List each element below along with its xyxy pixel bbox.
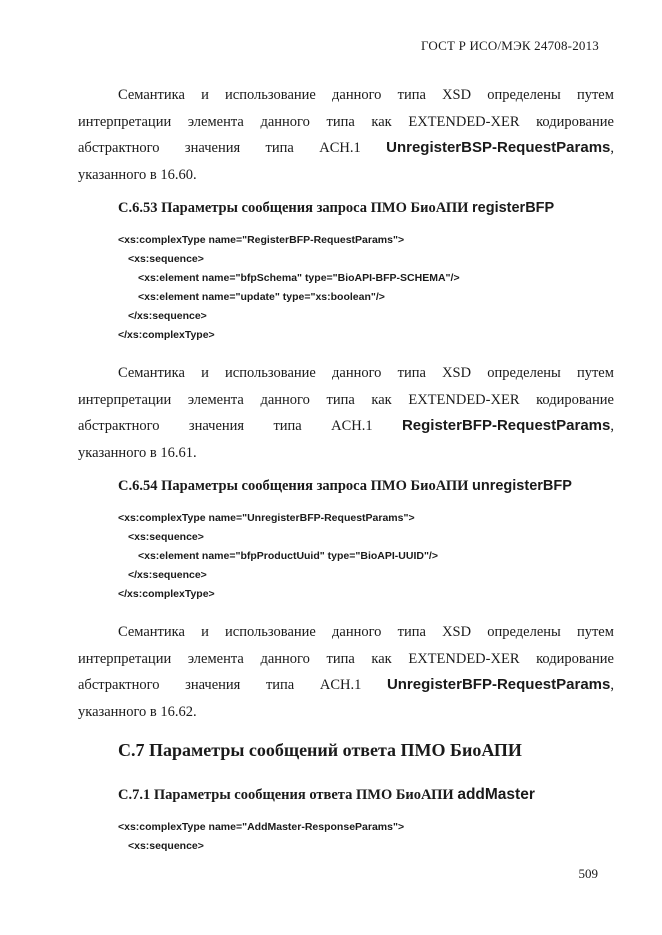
word: типа [397,624,426,640]
word: и [201,87,209,103]
word: Семантика [118,365,185,381]
code-line: <xs:sequence> [128,531,204,543]
word: EXTENDED-XER [408,650,520,667]
word: XSD [442,87,472,103]
code-line: </xs:sequence> [128,310,207,322]
word: данного [260,391,310,408]
paragraph-line [78,619,614,646]
word: определены [487,624,561,640]
type-name-bold: RegisterBFP-RequestParams [401,417,611,434]
paragraph-line [78,82,614,109]
word: кодирование [536,391,614,408]
word: типа [397,87,426,103]
chapter-heading: С.7 Параметры сообщений ответа ПМО БиоАПИ [118,740,522,760]
word: данного [332,365,382,381]
word: определены [487,365,561,381]
paragraph-line: указанного в 16.61. [78,444,197,461]
word: использование [225,624,316,640]
word: типа [326,391,355,408]
type-name-bold: UnregisterBFP-RequestParams [386,676,611,693]
code-line: <xs:sequence> [128,253,204,265]
word: значения [185,677,241,693]
xsd-code-block [118,818,404,856]
punctuation: , [610,677,614,693]
paragraph-line: указанного в 16.60. [78,166,197,183]
xsd-code-block [118,509,438,604]
word: кодирование [536,113,614,130]
word: как [371,391,392,408]
code-line: <xs:sequence> [128,840,204,852]
word: элемента [187,113,244,130]
word: путем [576,624,614,640]
section-heading [118,478,572,495]
section-title-code: registerBFP [472,200,555,216]
word: кодирование [536,650,614,667]
paragraph-line [78,387,614,414]
section-title-code: unregisterBFP [472,478,572,494]
punctuation: , [610,418,614,434]
word: использование [225,87,316,103]
paragraph-line [78,109,614,136]
section-title: С.7.1 Параметры сообщения ответа ПМО БиоАПИ [118,787,454,803]
paragraph-line [78,360,614,387]
code-line: </xs:complexType> [118,588,215,600]
word: интерпретации [78,113,172,130]
code-line: <xs:complexType name="AddMaster-ResponseParams"> [118,821,405,833]
semantics-paragraph [78,619,614,725]
word: данного [332,87,382,103]
section-heading [118,786,535,804]
word: EXTENDED-XER [408,391,520,408]
word: ACH.1 [331,418,373,434]
word: и [201,624,209,640]
word: значения [184,140,241,156]
word: элемента [187,391,244,408]
paragraph-line: указанного в 16.62. [78,703,197,720]
type-name [386,135,614,162]
word: интерпретации [78,391,172,408]
word: значения [188,418,245,434]
paragraph-line [78,135,614,162]
word: определены [487,87,561,103]
semantics-paragraph [78,360,614,466]
word: и [201,365,209,381]
word: как [371,650,392,667]
section-title-code: addMaster [457,786,535,803]
word: типа [397,365,426,381]
paragraph-line [78,672,614,699]
paragraph-line [78,413,614,440]
word: как [371,113,392,130]
word: типа [265,140,294,156]
word: абстрактного [78,677,160,693]
word: типа [273,418,302,434]
xsd-code-block [118,231,460,345]
word: EXTENDED-XER [408,113,520,130]
word: ACH.1 [319,140,361,156]
section-heading [118,200,554,217]
word: данного [332,624,382,640]
type-name [402,413,614,440]
word: XSD [442,624,472,640]
word: интерпретации [78,650,172,667]
word: путем [576,87,614,103]
word: XSD [442,365,472,381]
type-name-bold: UnregisterBSP-RequestParams [386,139,611,156]
word: данного [260,650,310,667]
word: типа [326,650,355,667]
code-line: </xs:sequence> [128,569,207,581]
code-line: <xs:complexType name="UnregisterBFP-RequestParams"> [118,512,415,524]
document-header: ГОСТ Р ИСО/МЭК 24708-2013 [420,38,599,53]
word: ACH.1 [319,677,362,693]
section-title: С.6.54 Параметры сообщения запроса ПМО БиоАПИ [118,478,469,494]
word: использование [225,365,316,381]
section-title: С.6.53 Параметры сообщения запроса ПМО БиоАПИ [118,200,469,216]
punctuation: , [610,140,614,156]
code-line: <xs:element name="bfpSchema" type="BioAPI-BFP-SCHEMA"/> [138,272,460,284]
code-line: <xs:element name="bfpProductUuid" type="BioAPI-UUID"/> [138,550,438,562]
page-number: 509 [578,866,598,881]
word: типа [265,677,295,693]
word: данного [260,113,310,130]
word: типа [326,113,355,130]
word: Семантика [118,87,185,103]
word: элемента [187,650,244,667]
code-line: </xs:complexType> [118,329,215,341]
word: путем [576,365,614,381]
code-line: <xs:element name="update" type="xs:boolean"/> [138,291,385,303]
semantics-paragraph [78,82,614,188]
word: абстрактного [78,418,160,434]
code-line: <xs:complexType name="RegisterBFP-RequestParams"> [118,234,405,246]
word: Семантика [118,624,185,640]
type-name [387,672,614,699]
paragraph-line [78,646,614,673]
word: абстрактного [78,140,160,156]
